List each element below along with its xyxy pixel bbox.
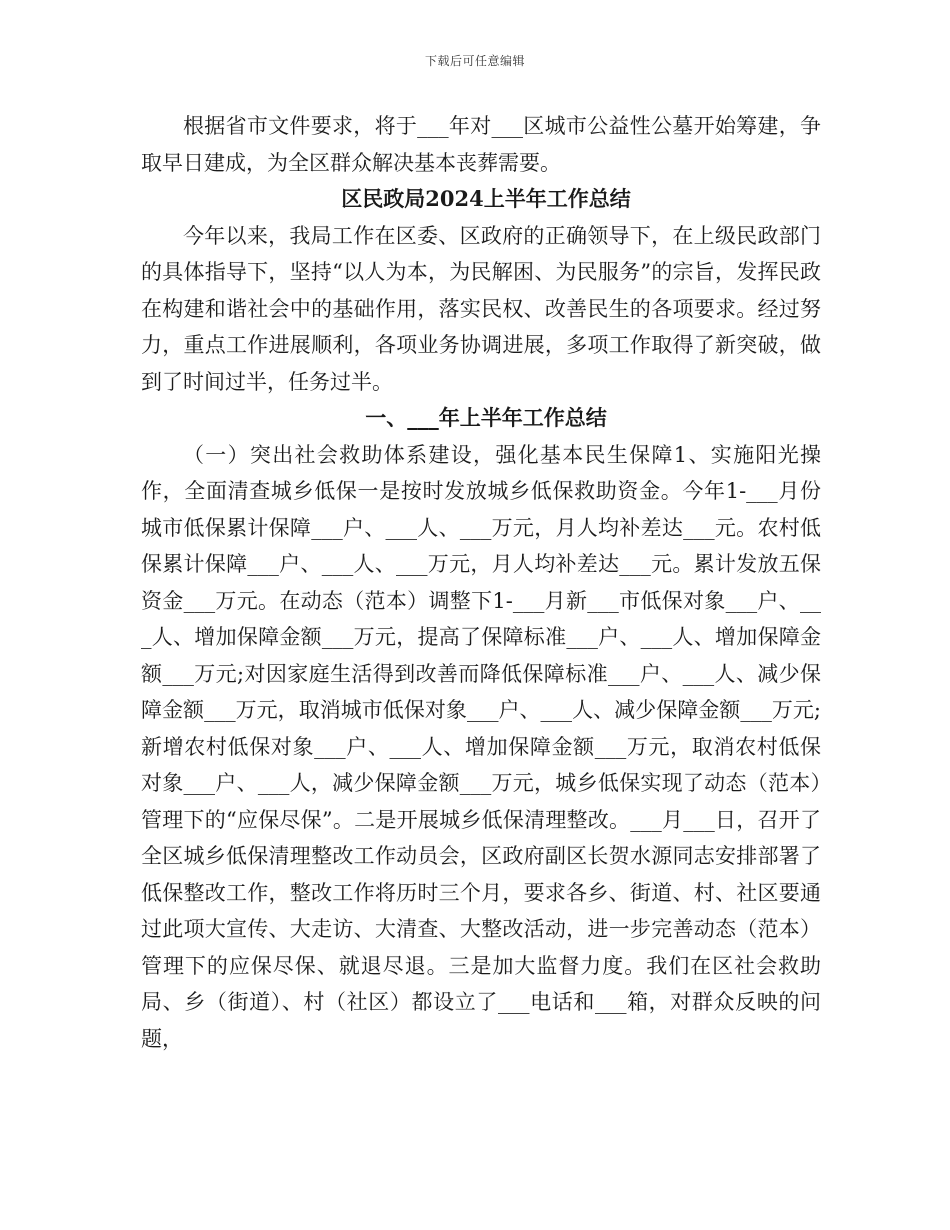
document-title: 区民政局2024上半年工作总结 [341,186,631,211]
body-paragraph: （一）突出社会救助体系建设，强化基本民生保障1、实施阳光操作，全面清查城乡低保一是按时发放城乡低保救助资金。今年1-___月份城市低保累计保障___户、___人、___万元，月人均补差达___元。农村低保累计保障___户、___人、___万元，月人均补差达___元。累计发放五保资金___万元。在动态（范本）调整下1-___月新___市低保对象___户、___人、增加保障金额___万元，提高了保障标准___户、___人、增加保障金额___万元;对因家庭生活得到改善而降低保障标准___户、___人、减少保障金额___万元，取消城市低保对象___户、___人、减少保障金额___万元;新增农村低保对象___户、___人、增加保障金额___万元，取消农村低保对象___户、___人，减少保障金额___万元，城乡低保实现了动态（范本）管理下的“应保尽保”。二是开展城乡低保清理整改。___月___日，召开了全区城乡低保清理整改工作动员会，区政府副区长贺水源同志安排部署了低保整改工作，整改工作将历时三个月，要求各乡、街道、村、社区要通过此项大宣传、大走访、大清查、大整改活动，进一步完善动态（范本）管理下的应保尽保、就退尽退。三是加大监督力度。我们在区社会救助局、乡（街道）、村（社区）都设立了___电话和___箱，对群众反映的问题， [141,442,821,1051]
section-heading: 一、___年上半年工作总结 [365,405,607,430]
opening-paragraph: 今年以来，我局工作在区委、区政府的正确领导下，在上级民政部门的具体指导下，坚持“以人为本，为民解困、为民服务”的宗旨，发挥民政在构建和谐社会中的基础作用，落实民权、改善民生的各项要求。经过努力，重点工作进展顺利，各项业务协调进展，多项工作取得了新突破，做到了时间过半，任务过半。 [141,223,821,394]
intro-paragraph: 根据省市文件要求，将于___年对___区城市公益性公墓开始筹建，争取早日建成，为全区群众解决基本丧葬需要。 [141,114,821,175]
page-header: 下载后可任意编辑 [424,54,525,68]
document-body [141,108,821,1057]
